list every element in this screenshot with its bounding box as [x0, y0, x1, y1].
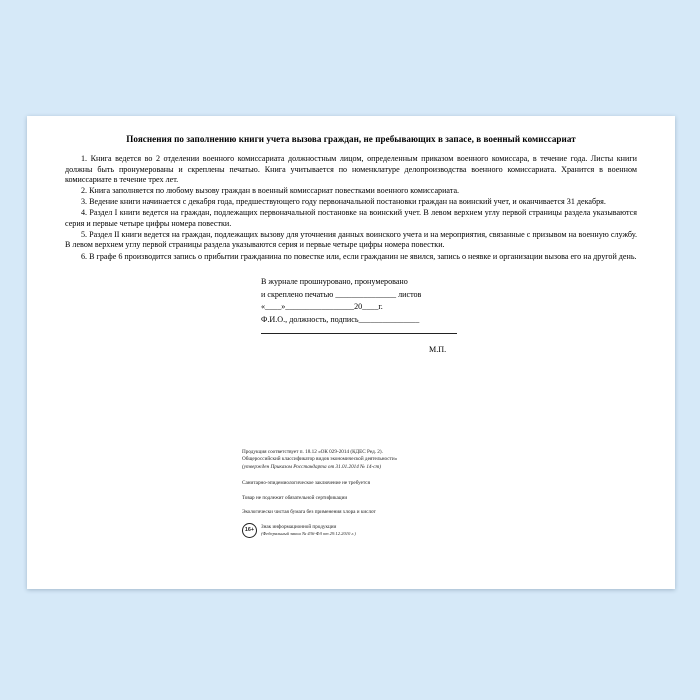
- signature-line-4-label: Ф.И.О., должность, подпись: [261, 314, 359, 324]
- signature-fill-2: _______________: [358, 314, 420, 324]
- date-month-fill: _________________: [285, 302, 355, 312]
- legal-footer: [242, 449, 602, 538]
- age-rating-icon: 16+: [242, 523, 257, 538]
- footer-spacer-3: [242, 502, 602, 509]
- signature-fill-1: _______________: [335, 289, 397, 299]
- stamp-mark: М.П.: [429, 345, 447, 355]
- paragraph-1: 1. Книга ведется во 2 отделении военного комиссариата должностным лицом, определенным приказом военного комиссара, в течение года. Листы книги должны быть пронумерованы и скреплены печатью. Книга учитывается по номенклатуре делопроизводства военного комиссариата. Хранится в военном комиссариате в течение трех лет.: [65, 154, 637, 185]
- document-page: [27, 116, 675, 589]
- document-content: [65, 134, 637, 357]
- date-year: 20: [354, 302, 363, 312]
- signature-block: [261, 276, 591, 357]
- date-year-fill: ____: [362, 302, 379, 312]
- age-rating-row: [242, 523, 602, 538]
- footer-line-2: Общероссийский классификатор видов экономической деятельности»: [242, 456, 398, 463]
- age-rating-label: Знак информационной продукции: [261, 524, 337, 531]
- footer-spacer-1: [242, 471, 602, 480]
- footer-line-4: Санитарно-эпидемиологическое заключение не требуется: [242, 480, 370, 487]
- paragraph-3: 3. Ведение книги начинается с декабря года, предшествующего году первоначальной постановки граждан на воинский учет, и оканчивается 31 декабря.: [81, 197, 606, 207]
- date-day-close-quote: »: [281, 302, 286, 312]
- date-year-suffix: г.: [378, 302, 383, 312]
- footer-line-1: Продукция соответствует п. 18.12 «ОК 029-2014 (КДЕС Ред. 2).: [242, 449, 383, 455]
- page-title: Пояснения по заполнению книги учета вызова граждан, не пребывающих в запасе, в военный комиссариат: [126, 134, 576, 144]
- footer-line-5: Товар не подлежит обязательной сертификации: [242, 494, 348, 501]
- age-rating-text: [261, 524, 356, 537]
- signature-rule: [261, 326, 457, 334]
- signature-line-1: В журнале прошнуровано, пронумеровано: [261, 277, 408, 287]
- signature-line-2: [261, 289, 591, 302]
- date-day-fill: ____: [265, 302, 282, 312]
- date-day-open-quote: «: [261, 302, 266, 312]
- age-rating-sublabel: (Федеральный закон № 436-ФЗ от 29.12.2010 г.): [261, 531, 356, 537]
- signature-line-4: [261, 314, 591, 327]
- footer-line-6: Экологически чистая бумага без применения хлора и кислот: [242, 508, 376, 515]
- paragraph-2: 2. Книга заполняется по любому вызову граждан в военный комиссариат повестками военного комиссариата.: [81, 186, 460, 196]
- signature-line-3: [261, 301, 591, 314]
- paragraph-4: 4. Раздел I книги ведется на граждан, подлежащих первоначальной постановке на воинский учет. В левом верхнем углу первой страницы раздела указываются серия и первые четыре цифры номера повестки.: [65, 208, 637, 228]
- signature-line-2-suffix: листов: [398, 289, 422, 299]
- footer-spacer-2: [242, 488, 602, 495]
- signature-line-2-prefix: и скреплено печатью: [261, 289, 334, 299]
- footer-line-3: (утвержден Приказом Росстандарта от 31.01.2014 № 14-ст): [242, 463, 382, 470]
- paragraph-6: 6. В графе 6 производится запись о прибытии гражданина по повестке или, если гражданин не явился, запись о неявке и организации вызова его на другой день.: [81, 251, 637, 261]
- paragraph-5: 5. Раздел II книги ведется на граждан, подлежащих вызову для уточнения данных воинского учета и на мероприятия, связанные с призывом на военную службу. В левом верхнем углу первой страницы раздела указываются серия и первые четыре цифры номера повестки.: [65, 229, 637, 250]
